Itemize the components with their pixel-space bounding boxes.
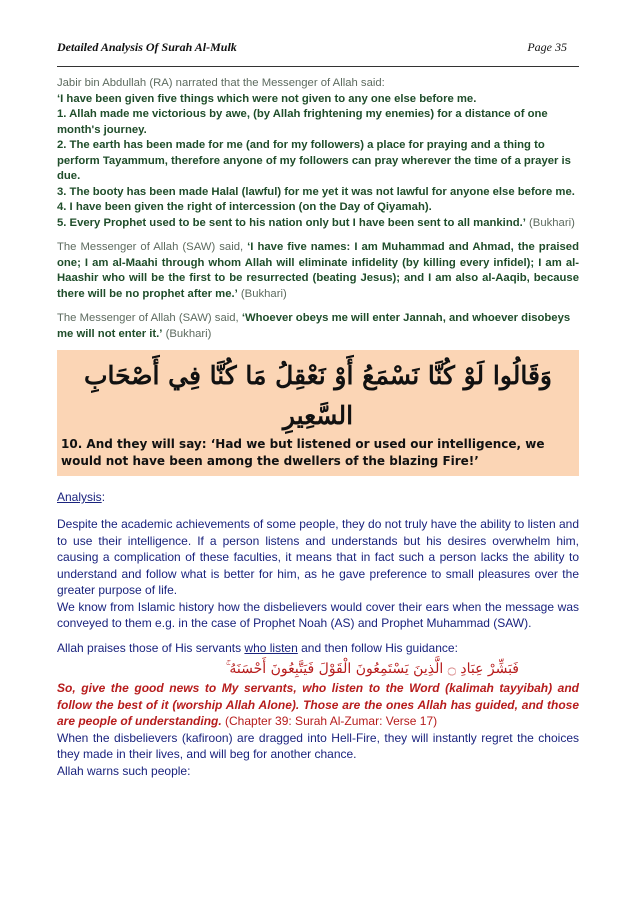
hadith-source: (Bukhari)	[237, 287, 287, 300]
paragraph-text: and then follow His guidance:	[297, 640, 458, 655]
document-title: Detailed Analysis Of Surah Al-Mulk	[57, 40, 237, 54]
hadith-five-names	[57, 240, 579, 302]
analysis-paragraph-4: When the disbelievers (kafiroon) are dragged into Hell-Fire, they will instantly regret the choices they made in their lives, and will beg for another chance.	[57, 730, 579, 761]
hadith-quote: ‘I have five names: I am Muhammad and Ahmad, the praised one; I am al-Maahi through whom Allah will eliminate infidelity (by killing every infidel); I am al-Haashir who will be the first to be resurrected (beating Jesus); and I am also al-Aaqib, because there will be no prophet after me.’	[57, 241, 579, 300]
hadith-source: (Bukhari)	[525, 216, 575, 229]
page-header	[57, 40, 579, 55]
analysis-paragraph-2: We know from Islamic history how the disbelievers would cover their ears when the message was conveyed to them e.g. in the case of Prophet Noah (AS) and Prophet Muhammad (SAW).	[57, 599, 579, 630]
analysis-heading-text: Analysis	[57, 490, 102, 504]
analysis-colon: :	[101, 490, 106, 504]
hadith-item-5	[57, 216, 579, 232]
analysis-paragraph-3	[57, 640, 579, 657]
hadith-five-things	[57, 76, 579, 231]
hadith-source: (Bukhari)	[162, 327, 212, 340]
hadith-lead: The Messenger of Allah (SAW) said,	[57, 312, 242, 324]
analysis-paragraph-5: Allah warns such people:	[57, 763, 191, 778]
hadith-item-1: 1. Allah made me victorious by awe, (by Allah frightening my enemies) for a distance of one month's journey.	[57, 108, 548, 136]
hadith-item-5-text: 5. Every Prophet used to be sent to his nation only but I have been sent to all mankind.’	[57, 216, 526, 229]
verse-box	[57, 350, 579, 476]
hadith-item-2: 2. The earth has been made for me (and for my followers) a place for praying and a thing to perform Tayammum, therefore anyone of my followers can pray wherever the time of a prayer is due.	[57, 139, 571, 182]
quran-translation-text: So, give the good news to My servants, who listen to the Word (kalimah tayyibah) and follow the best of it (worship Allah Alone). Those are the ones Allah has guided, and those are people of understanding.	[57, 681, 579, 728]
arabic-verse: وَقَالُوا لَوْ كُنَّا نَسْمَعُ أَوْ نَعْقِلُ مَا كُنَّا فِي أَصْحَابِ السَّعِيرِ	[83, 361, 552, 430]
verse-translation: 10. And they will say: ‘Had we but listened or used our intelligence, we would not have been among the dwellers of the blazing Fire!’	[61, 437, 545, 468]
quran-reference: (Chapter 39: Surah Al-Zumar: Verse 17)	[221, 714, 438, 728]
hadith-line: ‘I have been given five things which were not given to any one else before me.	[57, 92, 477, 105]
hadith-lead: The Messenger of Allah (SAW) said,	[57, 241, 248, 253]
arabic-quote: فَبَشِّرْ عِبَادِ ۝ الَّذِينَ يَسْتَمِعُونَ الْقَوْلَ فَيَتَّبِعُونَ أَحْسَنَهُ ۚ	[225, 661, 519, 677]
underlined-text: who listen	[244, 640, 298, 655]
document-page	[57, 40, 579, 779]
hadith-item-4: 4. I have been given the right of intercession (on the Day of Qiyamah).	[57, 201, 432, 213]
hadith-obey	[57, 311, 579, 342]
quran-translation	[57, 680, 579, 730]
page-number: Page 35	[527, 40, 567, 54]
hadith-intro: Jabir bin Abdullah (RA) narrated that the Messenger of Allah said:	[57, 77, 385, 89]
analysis-heading	[57, 490, 579, 504]
analysis-paragraph-1: Despite the academic achievements of some people, they do not truly have the ability to listen and to use their intelligence. If a person listens and understands but his desires overwhelm him, causing a complication of these faculties, it means that in fact such a person lacks the ability to understand and follow what is better for him, as he gave preference to small pleasures over the greater purpose of life.	[57, 517, 579, 597]
hadith-quote: ‘Whoever obeys me will enter Jannah, and whoever disobeys me will not enter it.’	[57, 312, 571, 340]
paragraph-text: Allah praises those of His servants	[57, 640, 245, 655]
hadith-item-3: 3. The booty has been made Halal (lawful) for me yet it was not lawful for anyone else before me.	[57, 185, 575, 198]
header-rule	[57, 66, 579, 67]
